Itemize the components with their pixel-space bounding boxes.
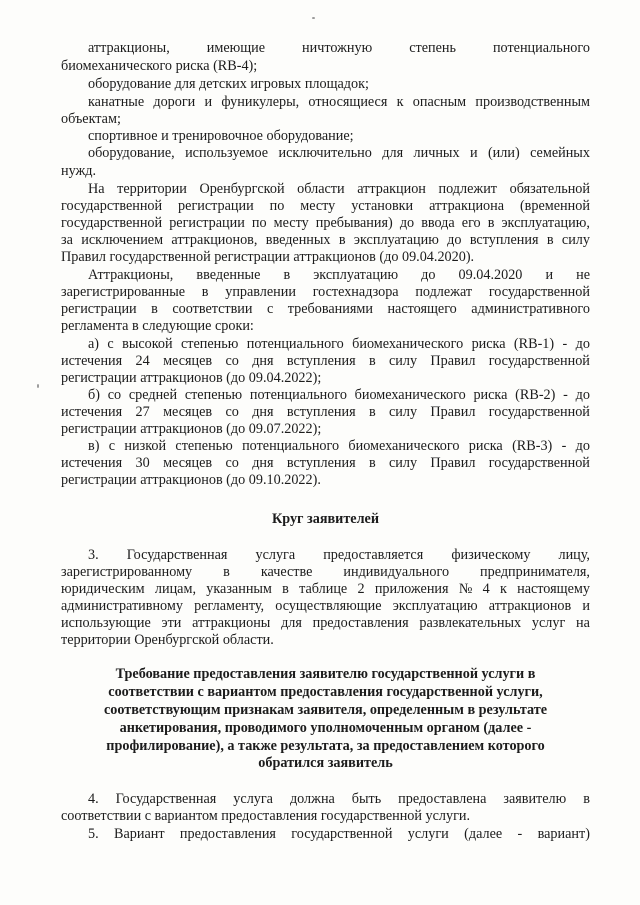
word: требованиями xyxy=(287,301,373,317)
paragraph-line xyxy=(88,94,590,111)
word: не xyxy=(576,267,590,283)
word: юридическим xyxy=(61,581,145,597)
word: истечения xyxy=(61,455,123,471)
word: государственной xyxy=(61,198,163,214)
word: в xyxy=(487,215,495,231)
word: эксплуатацию xyxy=(313,267,399,283)
word: до xyxy=(399,215,415,231)
paragraph-line xyxy=(61,232,590,249)
word: его xyxy=(461,215,481,231)
word: пребывания) xyxy=(315,215,393,231)
word: № xyxy=(458,581,473,597)
paragraph-line xyxy=(88,336,590,353)
word: аттракциона xyxy=(429,198,505,214)
word: биомеханического xyxy=(348,438,460,454)
word: государственной xyxy=(488,353,590,369)
word: месяцев xyxy=(163,455,213,471)
paragraph-line xyxy=(61,564,590,581)
paragraph-line: территории Оренбургской области. xyxy=(61,632,274,648)
word: территории xyxy=(117,181,187,197)
paragraph-line xyxy=(61,581,590,598)
word: биомеханического xyxy=(354,387,466,403)
word: предоставляется xyxy=(323,547,424,563)
word: биомеханического xyxy=(352,336,464,352)
word: со xyxy=(107,387,122,403)
word: предпринимателя, xyxy=(480,564,590,580)
word: области xyxy=(297,181,345,197)
word: государственной xyxy=(488,284,590,300)
word: аттракционов xyxy=(488,598,572,614)
word: предоставлена xyxy=(398,791,487,807)
word: обязательной xyxy=(509,181,590,197)
paragraph-line xyxy=(61,598,590,615)
word: дня xyxy=(252,404,274,420)
word: развлекательных xyxy=(419,615,522,631)
word: семейных xyxy=(530,145,590,161)
word: а) xyxy=(88,336,100,352)
word: таблице xyxy=(299,581,348,597)
word: административного xyxy=(471,301,590,317)
word: Государственная xyxy=(115,791,217,807)
paragraph-line xyxy=(61,404,590,421)
word: вступления xyxy=(286,455,356,471)
section-heading-line: анкетирования, проводимого уполномоченным органом (далее - xyxy=(119,720,532,736)
paragraph-line: Правил государственной регистрации аттракционов (до 09.04.2020). xyxy=(61,249,475,265)
word: относящиеся xyxy=(308,94,388,110)
paragraph-line: нужд. xyxy=(61,163,97,179)
paragraph-line: объектам; xyxy=(61,111,121,127)
word: настоящему xyxy=(517,581,590,597)
word: для xyxy=(281,615,302,631)
word: Государственная xyxy=(126,547,228,563)
paragraph-line: регистрации аттракционов (до 09.04.2022); xyxy=(61,370,322,386)
word: личных xyxy=(413,145,460,161)
word: риска xyxy=(473,387,508,403)
word: - xyxy=(517,826,523,842)
word: (временной xyxy=(519,198,590,214)
scan-speck xyxy=(37,384,39,388)
word: должна xyxy=(289,791,335,807)
word: 4 xyxy=(482,581,490,597)
word: качестве xyxy=(260,564,313,580)
word: к xyxy=(499,581,507,597)
word: на xyxy=(576,615,590,631)
word: административному xyxy=(61,598,183,614)
word: в xyxy=(282,581,289,597)
word: 5. xyxy=(88,826,99,842)
word: регистрации xyxy=(61,301,137,317)
word: эти xyxy=(161,615,182,631)
word: силу xyxy=(561,232,590,248)
paragraph-line xyxy=(61,284,590,301)
paragraph-line: оборудование для детских игровых площадок; xyxy=(88,76,369,92)
paragraph-line xyxy=(61,198,590,215)
word: степенью xyxy=(184,387,243,403)
word: со xyxy=(225,455,239,471)
word: 2 xyxy=(357,581,365,597)
word: с xyxy=(107,336,114,352)
section-heading-line: Круг заявителей xyxy=(271,511,380,527)
word: опасным xyxy=(412,94,467,110)
word: в xyxy=(151,301,158,317)
word: низкой xyxy=(124,438,167,454)
scan-speck xyxy=(312,17,315,19)
word: регламенту, xyxy=(194,598,265,614)
word: со xyxy=(225,404,239,420)
paragraph-line xyxy=(88,267,590,284)
word: Вариант xyxy=(114,826,165,842)
section-heading-line: профилирование), а также результата, за предоставлением которого xyxy=(106,738,545,754)
word: месту xyxy=(273,215,309,231)
word: приложения xyxy=(374,581,449,597)
paragraph-line: соответствии с вариантом предоставления государственной услуги. xyxy=(61,808,471,824)
word: эксплуатацию, xyxy=(501,215,590,231)
word: государственной xyxy=(488,404,590,420)
section-heading-line: соответствии с вариантом предоставления государственной услуги, xyxy=(108,684,543,700)
word: аттракционы, xyxy=(88,40,170,56)
word: - xyxy=(563,387,568,403)
word: производственным xyxy=(475,94,590,110)
word: индивидуального xyxy=(343,564,450,580)
word: к xyxy=(396,94,404,110)
word: до xyxy=(421,267,436,283)
word: б) xyxy=(88,387,100,403)
word: эксплуатацию xyxy=(392,598,478,614)
word: указанным xyxy=(206,581,272,597)
section-heading-line: обратился заявитель xyxy=(258,755,393,771)
paragraph-line xyxy=(88,181,590,198)
word: дня xyxy=(252,353,274,369)
word: Оренбургской xyxy=(199,181,285,197)
word: степенью xyxy=(175,438,233,454)
word: государственной xyxy=(61,215,163,231)
word: физическому xyxy=(451,547,531,563)
word: в xyxy=(368,455,376,471)
word: в xyxy=(368,353,376,369)
section-heading-line: соответствующим признакам заявителя, определенным в результате xyxy=(103,702,548,718)
word: Аттракционы, xyxy=(88,267,174,283)
word: (или) xyxy=(487,145,520,161)
word: 4. xyxy=(88,791,99,807)
paragraph-line xyxy=(88,791,590,808)
word: - xyxy=(562,336,568,352)
word: с xyxy=(108,438,116,454)
word: услуга xyxy=(255,547,296,563)
paragraph-line xyxy=(88,547,590,564)
word: (RB-3) xyxy=(512,438,553,454)
word: лицам, xyxy=(154,581,196,597)
word: риска xyxy=(471,336,506,352)
word: - xyxy=(561,438,567,454)
word: услуги xyxy=(407,826,449,842)
word: по xyxy=(269,198,285,214)
paragraph-line xyxy=(61,455,590,472)
word: Правил xyxy=(430,353,476,369)
paragraph-line xyxy=(88,40,590,57)
word: оборудование, xyxy=(88,145,175,161)
word: использующие xyxy=(61,615,151,631)
word: соответствии xyxy=(172,301,253,317)
word: установки xyxy=(351,198,414,214)
word: услуг xyxy=(531,615,566,631)
word: до xyxy=(575,438,590,454)
word: потенциального xyxy=(242,438,340,454)
word: в xyxy=(546,232,554,248)
word: вариант) xyxy=(537,826,590,842)
paragraph-line: биомеханического риска (RB-4); xyxy=(61,58,258,74)
word: государственной xyxy=(291,826,393,842)
paragraph-line xyxy=(61,301,590,318)
word: подлежат xyxy=(415,284,473,300)
word: исключением xyxy=(81,232,164,248)
word: высокой xyxy=(122,336,173,352)
word: до xyxy=(575,387,590,403)
word: 24 xyxy=(135,353,150,369)
word: потенциального xyxy=(249,387,347,403)
word: степенью xyxy=(181,336,239,352)
paragraph-line xyxy=(88,438,590,455)
word: зарегистрированному xyxy=(61,564,193,580)
word: (RB-1) xyxy=(513,336,555,352)
word: быть xyxy=(351,791,382,807)
word: Правил xyxy=(430,404,476,420)
word: силу xyxy=(388,404,418,420)
word: управлении xyxy=(225,284,296,300)
word: регистрации xyxy=(169,215,245,231)
paragraph-line xyxy=(61,615,590,632)
word: и xyxy=(545,267,554,283)
word: силу xyxy=(388,455,418,471)
word: фуникулеры, xyxy=(221,94,300,110)
word: осуществляющие xyxy=(275,598,382,614)
word: (далее xyxy=(464,826,503,842)
word: (RB-2) xyxy=(515,387,556,403)
section-heading-line: Требование предоставления заявителю государственной услуги в xyxy=(115,666,536,682)
word: аттракцион xyxy=(357,181,426,197)
word: со xyxy=(225,353,239,369)
word: потенциального xyxy=(492,40,590,56)
word: и xyxy=(582,598,590,614)
word: силу xyxy=(388,353,418,369)
word: настоящего xyxy=(387,301,457,317)
word: введенные xyxy=(196,267,261,283)
word: ничтожную xyxy=(302,40,373,56)
word: в xyxy=(223,564,230,580)
paragraph-line xyxy=(88,826,590,843)
word: подлежит xyxy=(438,181,497,197)
word: в xyxy=(338,232,346,248)
word: введенных xyxy=(265,232,331,248)
word: 27 xyxy=(135,404,150,420)
word: Правил xyxy=(430,455,476,471)
word: заявителю xyxy=(503,791,567,807)
word: в xyxy=(583,791,590,807)
word: аттракционы xyxy=(192,615,271,631)
word: ввода xyxy=(421,215,455,231)
word: вступления xyxy=(286,353,356,369)
word: 09.04.2020 xyxy=(458,267,523,283)
paragraph-line: спортивное и тренировочное оборудование; xyxy=(88,128,354,144)
word: с xyxy=(266,301,274,317)
word: предоставления xyxy=(312,615,409,631)
word: На xyxy=(88,181,105,197)
word: вступления xyxy=(469,232,539,248)
word: средней xyxy=(128,387,178,403)
word: дня xyxy=(252,455,274,471)
word: исключительно xyxy=(278,145,372,161)
word: регистрации xyxy=(178,198,254,214)
word: имеющие xyxy=(206,40,266,56)
word: лицу, xyxy=(558,547,590,563)
word: до xyxy=(575,336,590,352)
word: месяцев xyxy=(163,353,213,369)
word: в xyxy=(283,267,291,283)
word: услуга xyxy=(233,791,273,807)
word: до xyxy=(447,232,462,248)
word: в) xyxy=(88,438,100,454)
word: канатные xyxy=(88,94,145,110)
word: риска xyxy=(468,438,503,454)
word: государственной xyxy=(488,455,590,471)
word: истечения xyxy=(61,404,123,420)
word: по xyxy=(251,215,267,231)
word: месту xyxy=(300,198,336,214)
word: гостехнадзора xyxy=(312,284,399,300)
word: в xyxy=(368,404,376,420)
word: вступления xyxy=(286,404,356,420)
word: степень xyxy=(409,40,456,56)
paragraph-line: регистрации аттракционов (до 09.10.2022). xyxy=(61,472,321,488)
word: 30 xyxy=(135,455,150,471)
paragraph-line xyxy=(88,387,590,404)
paragraph-line xyxy=(61,353,590,370)
paragraph-line: регламента в следующие сроки: xyxy=(61,318,254,334)
word: месяцев xyxy=(163,404,213,420)
word: в xyxy=(201,284,209,300)
word: 3. xyxy=(88,547,99,563)
word: за xyxy=(61,232,73,248)
word: предоставления xyxy=(179,826,276,842)
word: аттракционов, xyxy=(171,232,258,248)
paragraph-line xyxy=(88,145,590,162)
word: потенциального xyxy=(246,336,344,352)
word: эксплуатацию xyxy=(353,232,439,248)
word: истечения xyxy=(61,353,123,369)
word: и xyxy=(469,145,478,161)
word: дороги xyxy=(153,94,196,110)
word: используемое xyxy=(185,145,269,161)
paragraph-line: регистрации аттракционов (до 09.07.2022); xyxy=(61,421,322,437)
word: зарегистрированные xyxy=(61,284,186,300)
word: для xyxy=(382,145,404,161)
paragraph-line xyxy=(61,215,590,232)
word: и xyxy=(204,94,213,110)
